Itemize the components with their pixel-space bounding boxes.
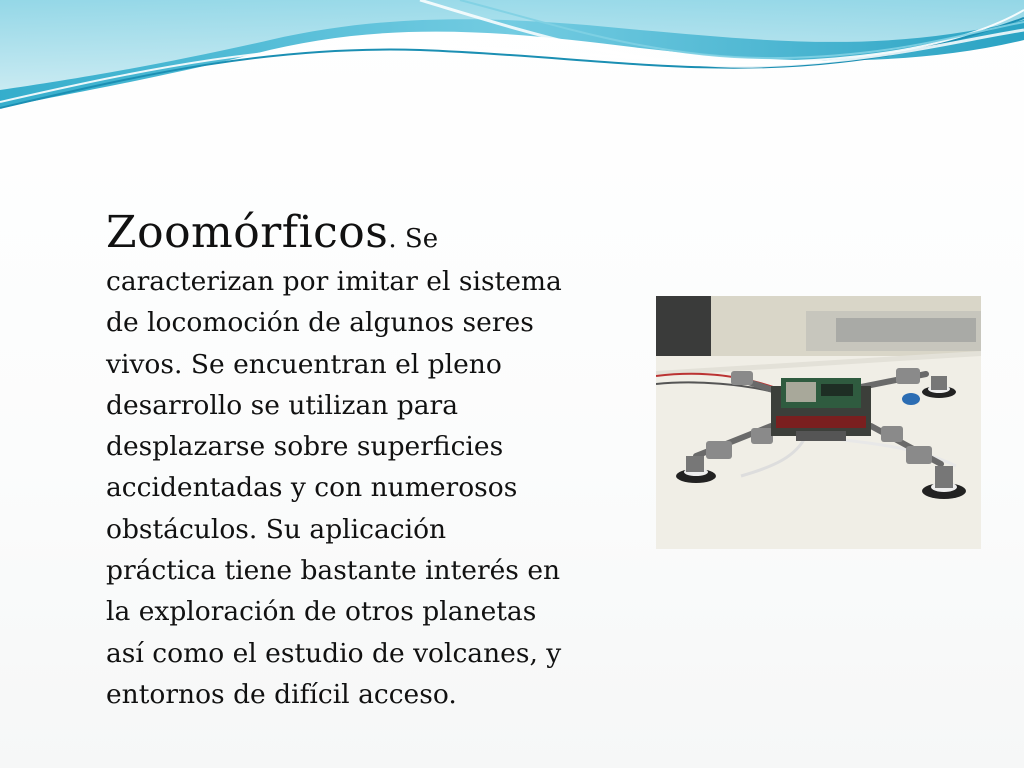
body-line: de locomoción de algunos seres: [106, 307, 534, 339]
body-line: así como el estudio de volcanes, y: [106, 637, 562, 669]
body-line: accidentadas y con numerosos: [106, 472, 518, 504]
body-line: desarrollo se utilizan para: [106, 389, 458, 421]
body-line: obstáculos. Su aplicación: [106, 513, 447, 545]
body-line: caracterizan por imitar el sistema: [106, 266, 562, 297]
legged-robot-photo: [656, 296, 981, 549]
body-line: desplazarse sobre superficies: [106, 431, 504, 463]
body-line: vivos. Se encuentran el pleno: [106, 348, 502, 380]
body-line: entornos de difícil acceso.: [106, 678, 457, 710]
body-text: [106, 205, 606, 715]
wave-header-decoration: [0, 0, 1024, 130]
body-line: práctica tiene bastante interés en: [106, 555, 561, 587]
heading-word: Zoomórficos: [106, 207, 389, 258]
heading-suffix: . Se: [388, 224, 439, 254]
body-line: la exploración de otros planetas: [106, 596, 537, 628]
robot-illustration: [656, 296, 981, 549]
